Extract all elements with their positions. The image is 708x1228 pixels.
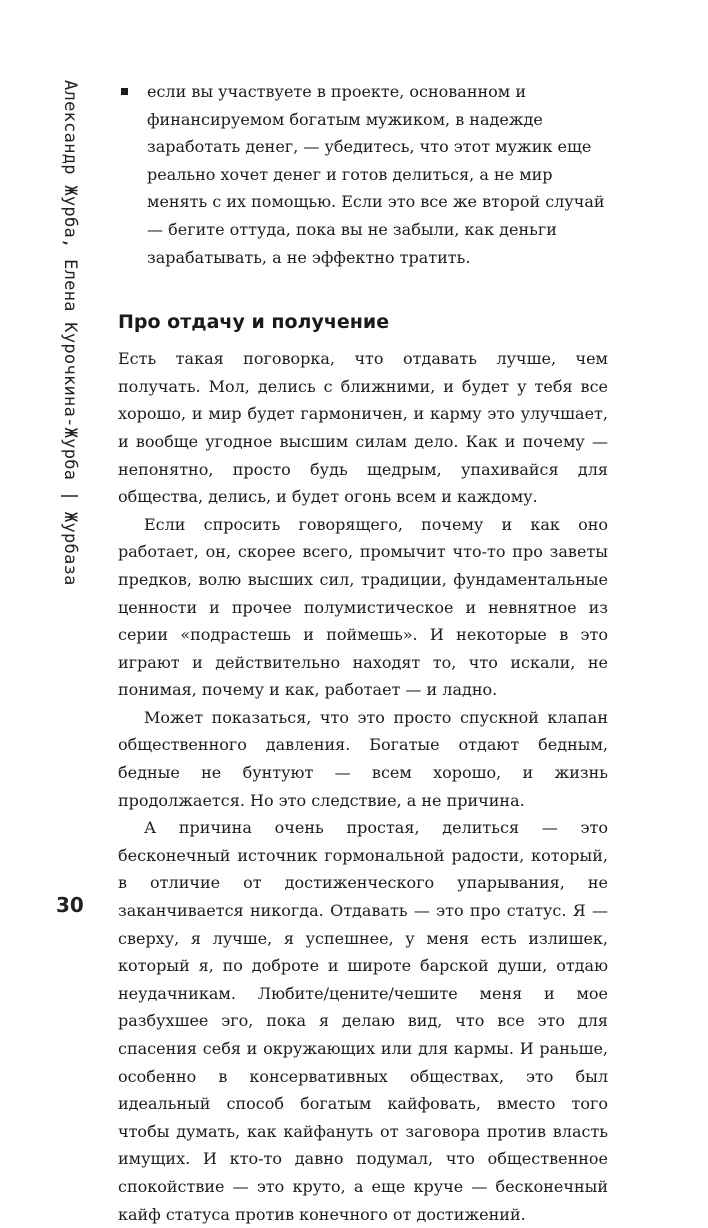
bullet-item: [119, 78, 608, 271]
paragraph-1: Есть такая поговорка, что отдавать лучше, чем получать. Мол, делись с ближними, и будет у тебя все хорошо, и мир будет гармоничен, и карму это улучшает, и вообще угодное высшим силам дело. Как и почему — непонятно, просто будь щедрым, упахивайся для общества, делись, и будет огонь всем и каждому.: [118, 349, 608, 507]
page-content: [118, 78, 608, 1228]
paragraph-3: Может показаться, что это просто спускной клапан общественного давления. Богатые отдают бедным, бедные не бунтуют — всем хорошо, и жизнь продолжается. Но это следствие, а не причина.: [118, 707, 608, 810]
paragraph-2: Если спросить говорящего, почему и как оно работает, он, скорее всего, промычит что-то про заветы предков, волю высших сил, традиции, фундаментальные ценности и прочее полумистическое и невнятное из серии «подрастешь и поймешь». И некоторые в это играют и действительно находят то, что искали, не понимая, почему и как, работает — и ладно.: [118, 514, 608, 700]
running-head: Александр Журба, Елена Курочкина-Журба | Журбаза: [60, 80, 80, 586]
section-heading: Про отдачу и получение: [118, 311, 390, 334]
bullet-square-icon: [121, 88, 128, 95]
page-number: 30: [56, 893, 84, 917]
bullet-text: если вы участвуете в проекте, основанном и финансируемом богатым мужиком, в надежде заработать денег, — убедитесь, что этот мужик еще реально хочет денег и готов делиться, а не мир менять с их помощью. Если это все же второй случай — бегите оттуда, пока вы не забыли, как деньги зарабатывать, а не эффектно тратить.: [147, 82, 605, 267]
paragraph-4: А причина очень простая, делиться — это бесконечный источник гормональной радости, который, в отличие от достиженческого упарывания, не заканчивается никогда. Отдавать — это про статус. Я — сверху, я лучше, я успешнее, у меня есть излишек, который я, по доброте и широте барской души, отдаю неудачникам. Любите/цените/чешите меня и мое разбухшее эго, пока я делаю вид, что все это для спасения себя и окружающих или для кармы. И раньше, особенно в консервативных обществах, это был идеальный способ богатым кайфовать, вместо того чтобы думать, как кайфануть от заговора против власть имущих. И кто-то давно подумал, что общественное спокойствие — это круто, а еще круче — бесконечный кайф статуса против конечного от достижений.: [118, 818, 608, 1224]
